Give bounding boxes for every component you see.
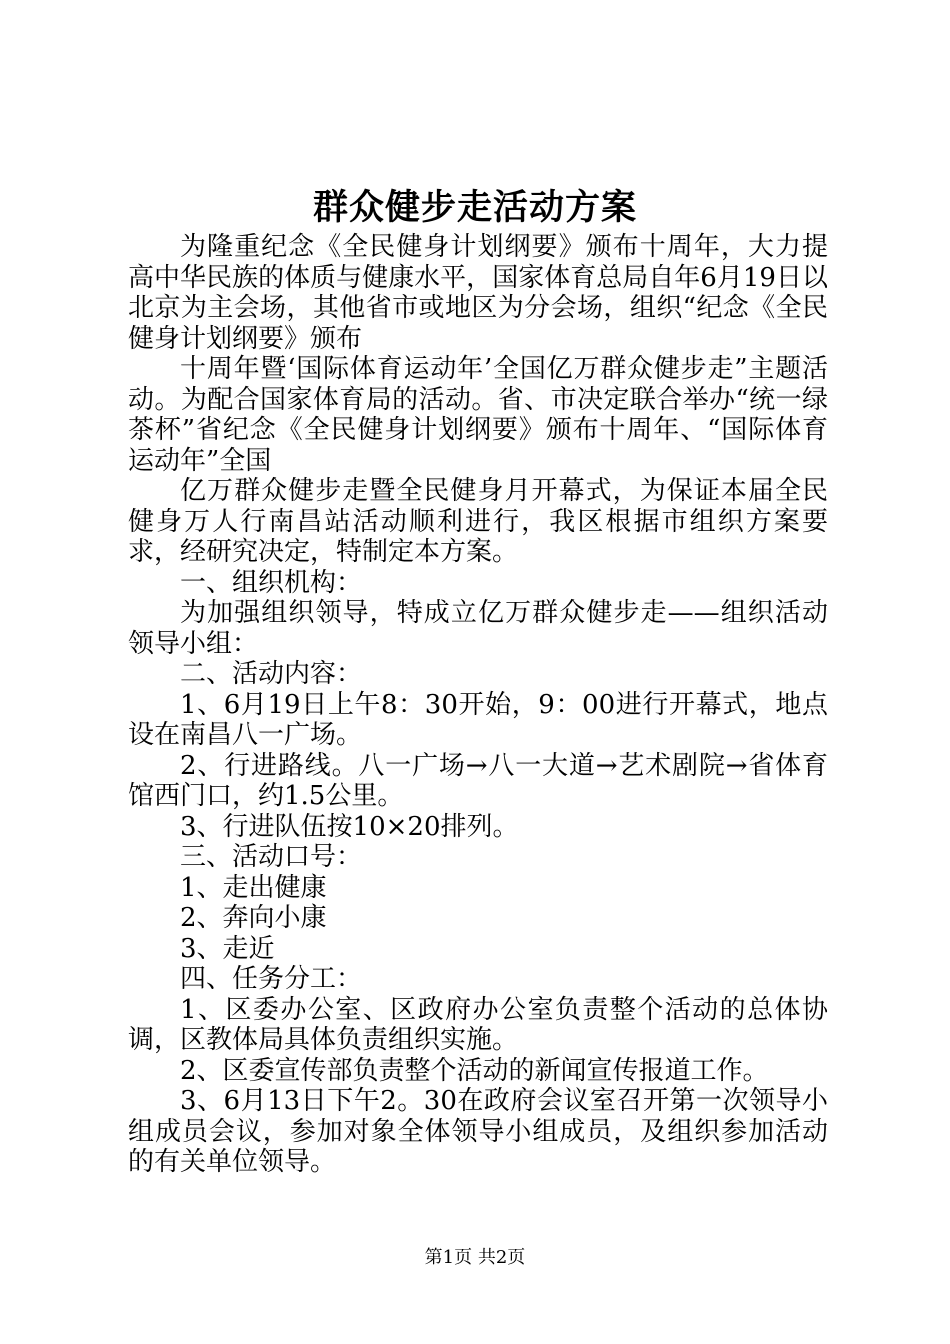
document-body [128,232,828,1178]
page-footer: 第1页 共2页 [424,1247,526,1268]
section-heading-tasks: 四、任务分工： [180,964,363,994]
section-heading-slogans: 三、活动口号： [180,842,363,872]
paragraph-organization: 为加强组织领导，特成立亿万群众健步走——组织活动领导小组： [128,598,828,659]
activity-item-3: 3、行进队伍按10×20排列。 [180,811,519,842]
paragraph-intro-1: 为隆重纪念《全民健身计划纲要》颁布十周年，大力提高中华民族的体质与健康水平，国家体育总局自年6月19日以北京为主会场，其他省市或地区为分会场，组织“纪念《全民健身计划纲要》颁布 [128,232,828,354]
section-heading-organization: 一、组织机构： [180,567,363,598]
task-item-1: 1、区委办公室、区政府办公室负责整个活动的总体协调，区教体局具体负责组织实施。 [128,994,828,1055]
activity-item-1: 1、6月19日上午8：30开始，9：00进行开幕式，地点设在南昌八一广场。 [128,689,828,750]
section-heading-activity: 二、活动内容： [180,659,363,689]
paragraph-intro-2: 十周年暨‘国际体育运动年’全国亿万群众健步走”主题活动。为配合国家体育局的活动。省、市决定联合举办“统一绿茶杯”省纪念《全民健身计划纲要》颁布十周年、“国际体育运动年”全国 [128,354,828,476]
paragraph-intro-3: 亿万群众健步走暨全民健身月开幕式，为保证本届全民健身万人行南昌站活动顺利进行，我区根据市组织方案要求，经研究决定，特制定本方案。 [128,476,828,567]
slogan-item-1: 1、走出健康 [180,872,327,903]
activity-item-2: 2、行进路线。八一广场→八一大道→艺术剧院→省体育馆西门口，约1.5公里。 [128,750,828,811]
slogan-item-3: 3、走近 [180,933,275,964]
task-item-2: 2、区委宣传部负责整个活动的新闻宣传报道工作。 [180,1055,769,1086]
document-title: 群众健步走活动方案 [312,187,637,228]
task-item-3: 3、6月13日下午2。30在政府会议室召开第一次领导小组成员会议，参加对象全体领导小组成员，及组织参加活动的有关单位领导。 [128,1086,828,1177]
slogan-item-2: 2、奔向小康 [180,903,327,933]
